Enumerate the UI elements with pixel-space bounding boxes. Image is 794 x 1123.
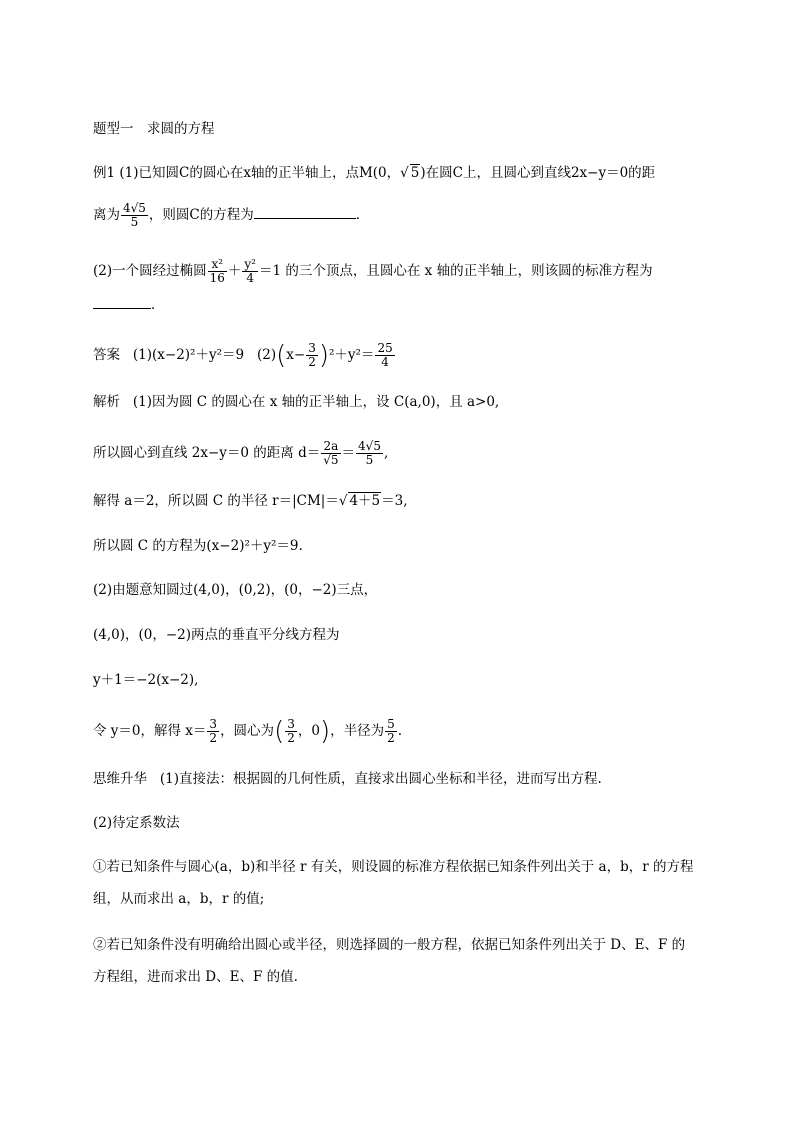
thinking-line4: 组，从而求出 a，b，r 的值; (93, 891, 265, 907)
answer-fraction1: $\frac{3}{2}$ (308, 341, 316, 369)
q1-text-c: 离为 (93, 207, 120, 223)
q1-text-d: ，则圆C的方程为 (148, 207, 254, 223)
answer-label: 答案 (93, 347, 120, 363)
thinking-line3: ①若已知条件与圆心(a，b)和半径 r 有关，则设圆的标准方程依据已知条件列出关于 a，b，r 的方程 (93, 859, 694, 875)
section-heading: 题型一 求圆的方程 (93, 121, 215, 137)
analysis-line7: y＋1＝−2(x−2), (93, 672, 199, 688)
analysis-line3: 解得 a＝2，所以圆 C 的半径 r＝|CM|＝√ 4＋5＝3, (93, 493, 408, 509)
q1-text-b: )在圆C上，且圆心到直线2x−y＝0的距 (420, 165, 656, 181)
example-label: 例1 (93, 165, 116, 181)
analysis-fraction1: $\frac{2a}{√5}$ (323, 439, 339, 467)
analysis-sqrt: 4＋5 (349, 493, 381, 509)
analysis-fraction4: $\frac{3}{2}$ (287, 717, 295, 745)
analysis-line8: 令 y＝0，解得 x＝ $\frac{3}{2}$ ，圆心为( $\frac{3}{2}$ ，0)，半径为 $\frac{5}{2}$ . (93, 716, 403, 747)
analysis-fraction5: $\frac{5}{2}$ (387, 717, 395, 745)
answer-line: 答案 (1)(x−2)²＋y²＝9 (2)(x− $\frac{3}{2}$ )²＋y²＝ $\frac{25}{4}$ (93, 340, 393, 371)
example-q2-line1: (2)一个圆经过椭圆 $\frac{\text{x²}}{16}$ ＋ $\frac{\text{y²}}{4}$ ＝1 的三个顶点，且圆心在 x 轴的正半轴上，则该圆的标准方程为 (93, 257, 653, 285)
q1-fraction: $\frac{4√5}{5}$ (123, 201, 146, 229)
q1-text-a: (1)已知圆C的圆心在x轴的正半轴上，点M(0， (119, 165, 401, 181)
q1-sqrt5: 5 (410, 165, 420, 181)
analysis-line6: (4,0)，(0，−2)两点的垂直平分线方程为 (93, 627, 340, 643)
thinking-label: 思维升华 (93, 771, 147, 787)
analysis-fraction3: $\frac{3}{2}$ (209, 717, 218, 745)
example-q1-line1: 例1 (1)已知圆C的圆心在x轴的正半轴上，点M(0，√ 5)在圆C上，且圆心到直线2x−y＝0的距 (93, 165, 656, 181)
analysis-line2: 所以圆心到直线 2x−y＝0 的距离 d＝ $\frac{2a}{√5}$ ＝ $\frac{4√5}{5}$ , (93, 439, 389, 467)
thinking-line2: (2)待定系数法 (93, 815, 180, 831)
q1-answer-blank (254, 206, 356, 219)
analysis-label: 解析 (93, 394, 120, 410)
q2-fraction1: $\frac{\text{x²}}{16}$ (209, 257, 225, 285)
example-q2-line2: ． (93, 296, 165, 314)
answer-part1: (1)(x−2)²＋y²＝9 (132, 347, 245, 363)
thinking-line6: 方程组，进而求出 D、E、F 的值. (93, 969, 298, 985)
q2-fraction2: $\frac{\text{y²}}{4}$ (244, 257, 256, 285)
analysis-line1: 解析 (1)因为圆 C 的圆心在 x 轴的正半轴上，设 C(a,0)，且 a>0, (93, 394, 500, 410)
q2-text-b: ＝1 的三个顶点，且圆心在 x 轴的正半轴上，则该圆的标准方程为 (259, 263, 653, 279)
thinking-line1: 思维升华 (1)直接法：根据圆的几何性质，直接求出圆心坐标和半径，进而写出方程. (93, 771, 602, 787)
answer-fraction2: $\frac{25}{4}$ (377, 341, 393, 369)
q2-text-a: (2)一个圆经过椭圆 (93, 263, 207, 279)
q2-answer-blank (93, 296, 151, 309)
thinking-line5: ②若已知条件没有明确给出圆心或半径，则选择圆的一般方程，依据已知条件列出关于 D、E、F 的 (93, 937, 686, 953)
analysis-line4: 所以圆 C 的方程为(x−2)²＋y²＝9. (93, 538, 303, 554)
example-q1-line2: 离为 $\frac{4√5}{5}$ ，则圆C的方程为 ． (93, 201, 370, 229)
analysis-fraction2: $\frac{4√5}{5}$ (358, 439, 381, 467)
analysis-line5: (2)由题意知圆过(4,0)，(0,2)，(0，−2)三点， (93, 582, 378, 598)
